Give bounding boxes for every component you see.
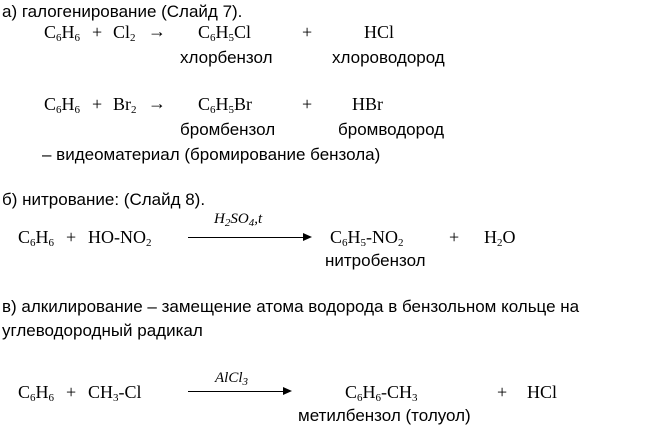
reaction-condition: AlCl$_3$: [215, 370, 249, 388]
chloromethane-formula: $CH_3-Cl$: [88, 382, 142, 404]
hydrogen-chloride-name: хлороводород: [332, 48, 445, 67]
chlorobenzene-formula: $C_6H_5Cl$: [198, 22, 252, 44]
chlorobenzene-name: хлорбензол: [180, 48, 273, 67]
hbr-formula: HBr: [352, 94, 383, 114]
benzene-formula: $C_6H_6$: [44, 94, 81, 116]
water-formula: $H_2O$: [484, 227, 516, 249]
nitrobenzene-formula: $C_6H_5-NO_2$: [330, 227, 404, 249]
toluene-formula: $C_6H_6-CH_3$: [345, 382, 418, 404]
hcl-formula: HCl: [527, 382, 558, 402]
bromobenzene-formula: $C_6H_5Br$: [198, 94, 253, 116]
hydrogen-bromide-name: бромводород: [338, 120, 445, 139]
benzene-formula: $C_6H_6$: [18, 382, 55, 404]
reaction-arrow: →: [148, 93, 166, 113]
chlorine-formula: $Cl_2$: [113, 22, 136, 44]
plus-sign: +: [92, 22, 103, 42]
bromine-formula: $Br_2$: [113, 94, 137, 116]
reaction-arrow: →: [148, 21, 166, 41]
reaction-condition: $H_2SO_4,t$: [214, 211, 263, 229]
hcl-formula: HCl: [364, 22, 395, 42]
section-a-heading: а) галогенирование (Слайд 7).: [2, 2, 243, 21]
plus-sign: +: [449, 227, 460, 247]
benzene-formula: $C_6H_6$: [18, 227, 55, 249]
section-b-heading: б) нитрование: (Слайд 8).: [2, 190, 206, 209]
section-c-heading-line2: углеводородный радикал: [2, 321, 203, 340]
section-c-heading-line1: в) алкилирование – замещение атома водорода в бензольном кольце на: [2, 297, 580, 316]
reaction-arrow-head: [283, 387, 292, 395]
benzene-formula: $C_6H_6$: [44, 22, 81, 44]
nitric-acid-formula: $HO-NO_2$: [88, 227, 152, 249]
reaction-arrow-line: [188, 391, 284, 392]
video-note: – видеоматериал (бромирование бензола): [42, 145, 381, 164]
plus-sign: +: [92, 94, 103, 114]
toluene-name: метилбензол (толуол): [298, 406, 471, 425]
reaction-arrow-line: [188, 237, 304, 238]
bromobenzene-name: бромбензол: [180, 120, 276, 139]
reaction-arrow-head: [303, 233, 312, 241]
plus-sign: +: [66, 227, 77, 247]
nitrobenzene-name: нитробензол: [325, 251, 426, 270]
plus-sign: +: [302, 22, 313, 42]
plus-sign: +: [66, 382, 77, 402]
plus-sign: +: [497, 382, 508, 402]
plus-sign: +: [302, 94, 313, 114]
